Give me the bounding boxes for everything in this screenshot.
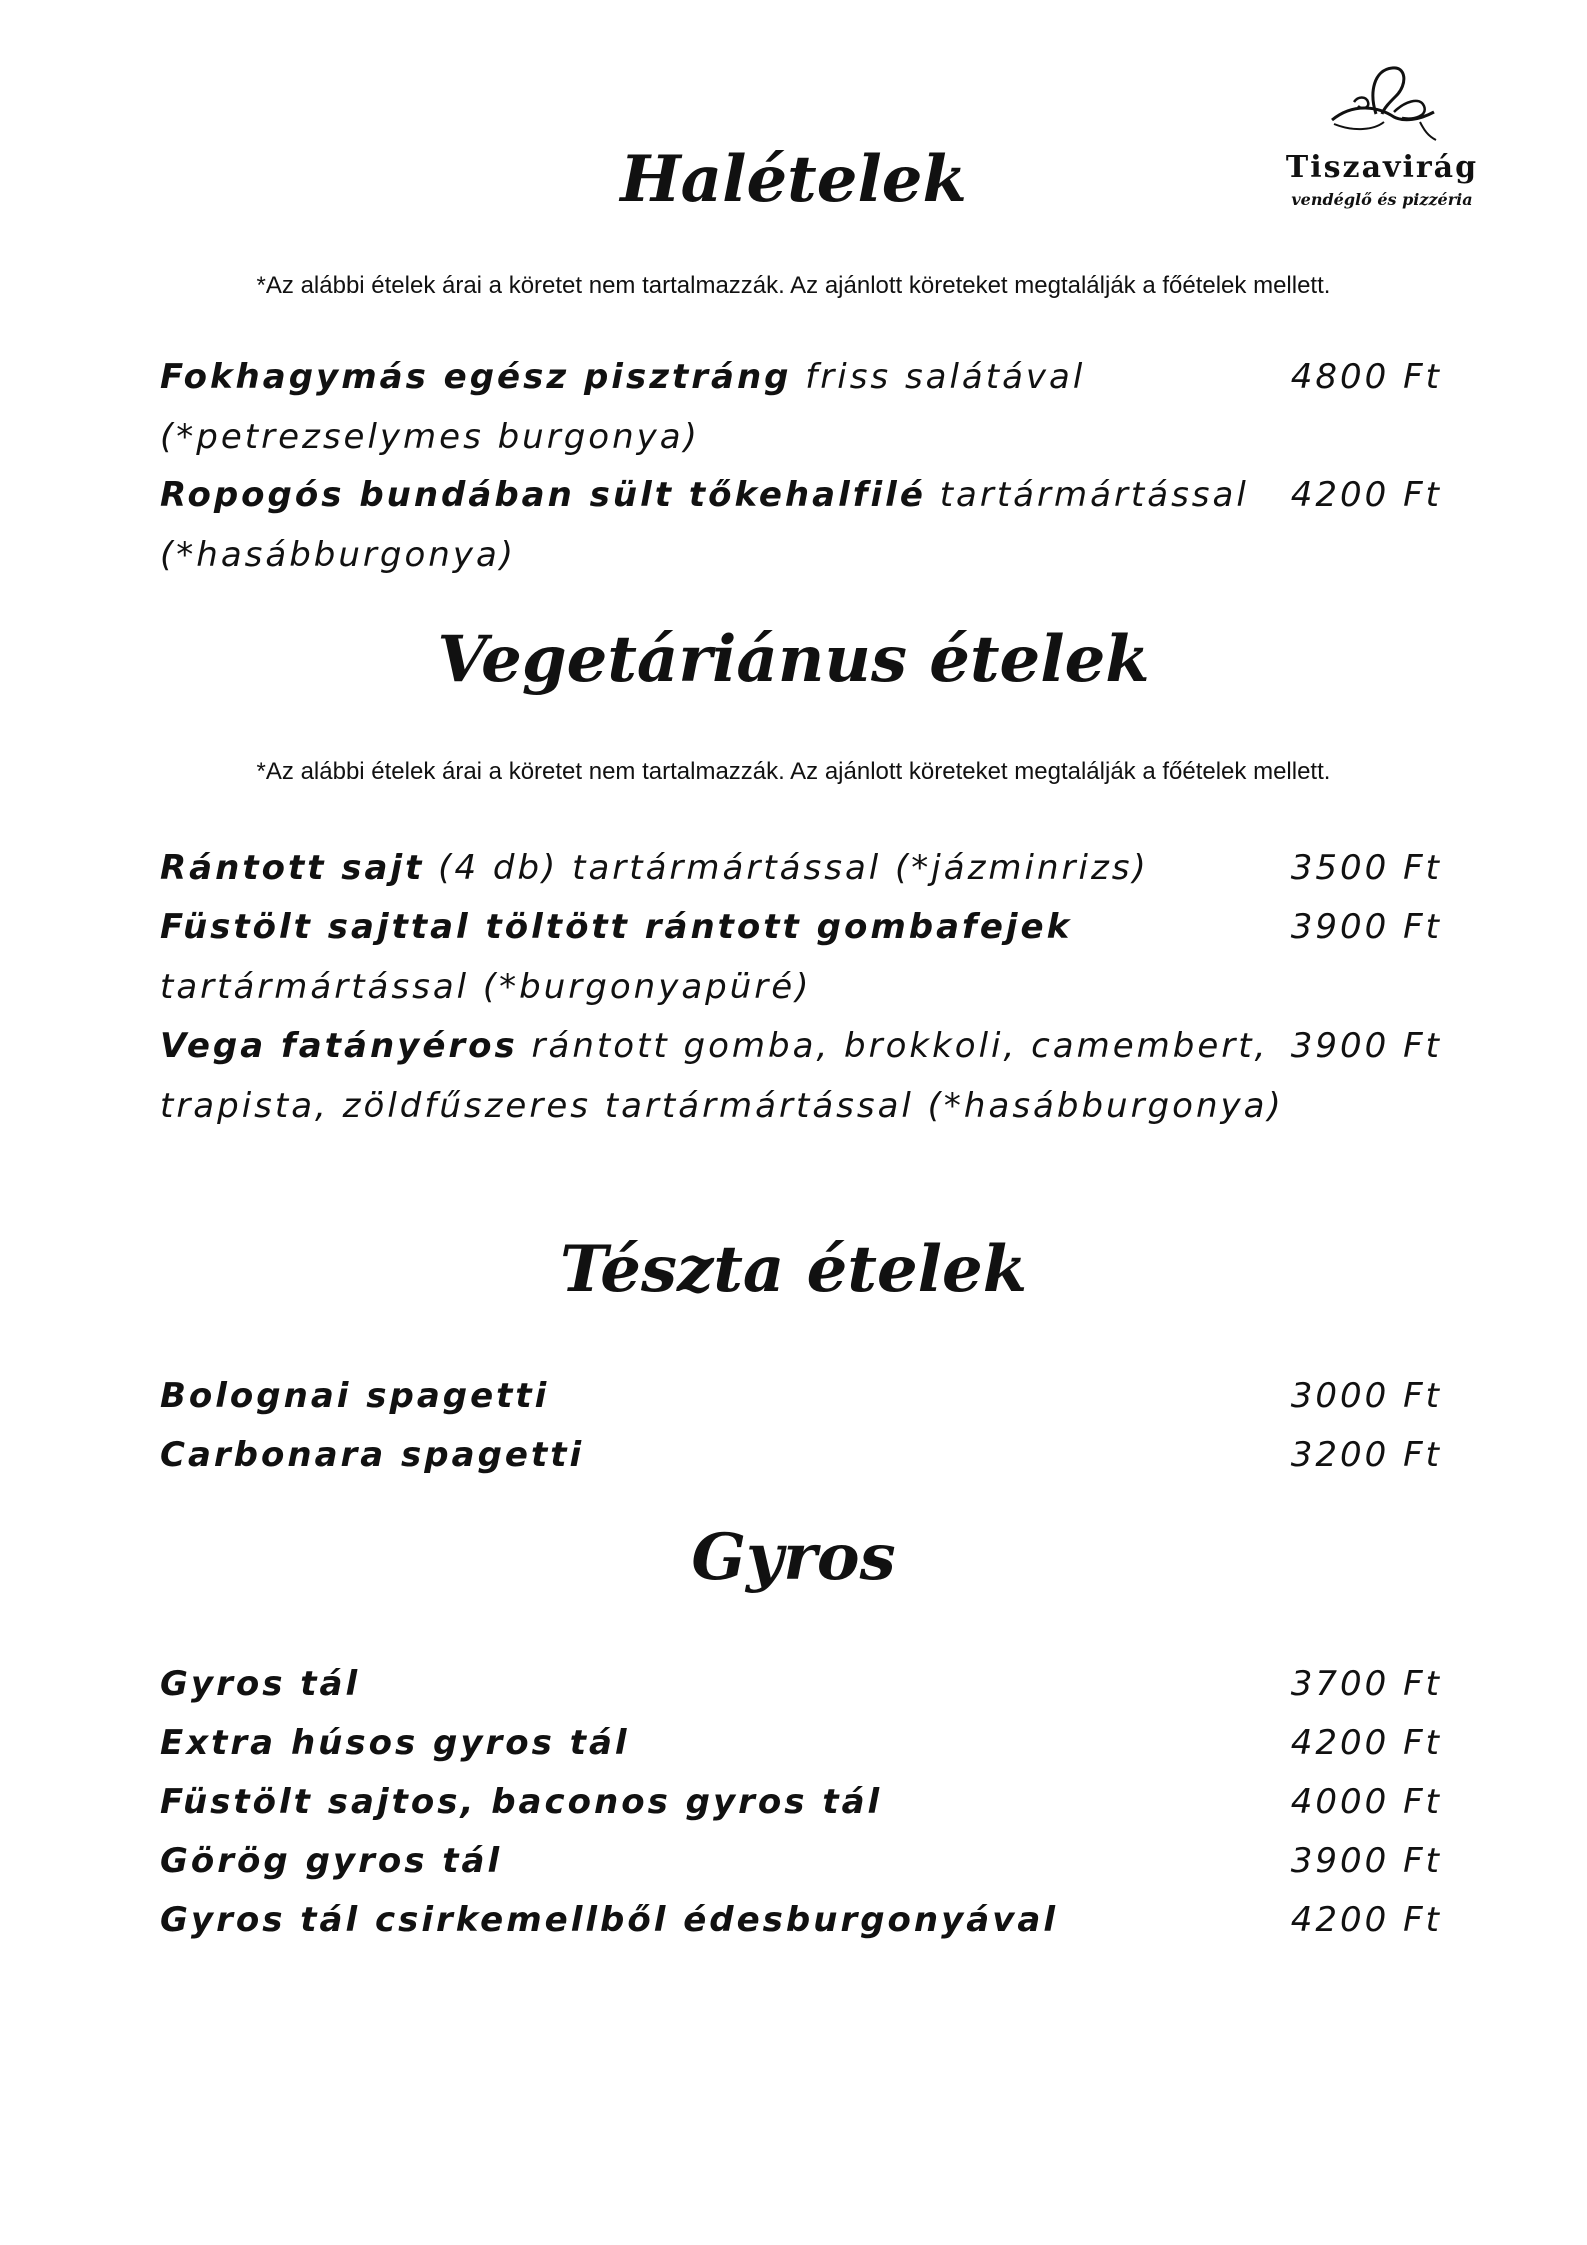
item-name: Füstölt sajtos, baconos gyros tál — [160, 1782, 883, 1822]
menu-item — [160, 897, 1442, 957]
section-title-vegetarianus: Vegetáriánus ételek — [437, 622, 1150, 697]
menu-item — [160, 1366, 1442, 1426]
item-description — [160, 1890, 1260, 1950]
item-desc: tartármártással — [925, 475, 1249, 515]
item-desc: rántott gomba, brokkoli, camembert, — [517, 1026, 1269, 1066]
menu-item — [160, 838, 1442, 898]
item-price: 4200 Ft — [1290, 1900, 1442, 1940]
item-name: Ropogós bundában sült tőkehalfilé — [160, 475, 926, 515]
item-name: Gyros tál — [160, 1664, 361, 1704]
logo-name: Tiszavirág — [1285, 150, 1479, 185]
item-name: Vega fatányéros — [160, 1026, 518, 1066]
item-description — [160, 347, 1260, 407]
menu-item — [160, 347, 1442, 407]
mayfly-icon — [1324, 62, 1444, 147]
item-description — [160, 1366, 1260, 1426]
item-description — [160, 1016, 1269, 1076]
item-price: 3500 Ft — [1290, 848, 1442, 888]
item-desc: friss salátával — [791, 357, 1086, 397]
item-description-line2: trapista, zöldfűszeres tartármártással (*hasábburgonya) — [160, 1086, 1284, 1126]
logo-subtitle: vendéglő és pizzéria — [1291, 190, 1473, 209]
menu-item — [160, 1772, 1442, 1832]
item-price: 4800 Ft — [1290, 357, 1442, 397]
menu-item — [160, 465, 1442, 525]
item-price: 3200 Ft — [1290, 1435, 1442, 1475]
item-description — [160, 1831, 1260, 1891]
item-description-line2: (*hasábburgonya) — [160, 535, 517, 575]
item-description — [160, 1425, 1260, 1485]
section-note-haletelek: *Az alábbi ételek árai a köretet nem tartalmazzák. Az ajánlott köreteket megtalálják a főételek mellett. — [256, 272, 1331, 299]
item-desc: (4 db) tartármártással (*jázminrizs) — [424, 848, 1149, 888]
item-price: 4000 Ft — [1290, 1782, 1442, 1822]
item-description — [160, 838, 1260, 898]
item-name: Carbonara spagetti — [160, 1435, 585, 1475]
section-title-haletelek: Halételek — [620, 142, 967, 217]
item-description-line2: (*petrezselymes burgonya) — [160, 417, 700, 457]
menu-item — [160, 1425, 1442, 1485]
item-name: Extra húsos gyros tál — [160, 1723, 630, 1763]
item-price: 3000 Ft — [1290, 1376, 1442, 1416]
item-description-line2: tartármártással (*burgonyapüré) — [160, 967, 812, 1007]
item-description — [160, 1772, 1260, 1832]
item-price: 4200 Ft — [1290, 475, 1442, 515]
menu-item-continued — [160, 407, 1442, 467]
item-description — [160, 1654, 1260, 1714]
menu-item — [160, 1654, 1442, 1714]
item-price: 3700 Ft — [1290, 1664, 1442, 1704]
menu-item-continued — [160, 1076, 1442, 1136]
item-description — [160, 897, 1260, 957]
item-price: 4200 Ft — [1290, 1723, 1442, 1763]
item-name: Rántott sajt — [160, 848, 425, 888]
section-title-teszta: Tészta ételek — [559, 1232, 1028, 1307]
item-description — [160, 1713, 1260, 1773]
menu-item-continued — [160, 957, 1442, 1017]
item-name: Gyros tál csirkemellből édesburgonyával — [160, 1900, 1058, 1940]
menu-item — [160, 1713, 1442, 1773]
item-name: Fokhagymás egész pisztráng — [160, 357, 792, 397]
item-description — [160, 465, 1260, 525]
menu-item — [160, 1831, 1442, 1891]
item-name: Görög gyros tál — [160, 1841, 503, 1881]
section-note-vegetarianus: *Az alábbi ételek árai a köretet nem tartalmazzák. Az ajánlott köreteket megtalálják a főételek mellett. — [256, 758, 1331, 785]
item-price: 3900 Ft — [1290, 907, 1442, 947]
item-price: 3900 Ft — [1290, 1026, 1442, 1066]
menu-item — [160, 1016, 1442, 1076]
menu-item-continued — [160, 525, 1442, 585]
item-name: Bolognai spagetti — [160, 1376, 550, 1416]
item-price: 3900 Ft — [1290, 1841, 1442, 1881]
section-title-gyros: Gyros — [691, 1520, 896, 1595]
item-name: Füstölt sajttal töltött rántott gombafejek — [160, 907, 1073, 947]
menu-item — [160, 1890, 1442, 1950]
